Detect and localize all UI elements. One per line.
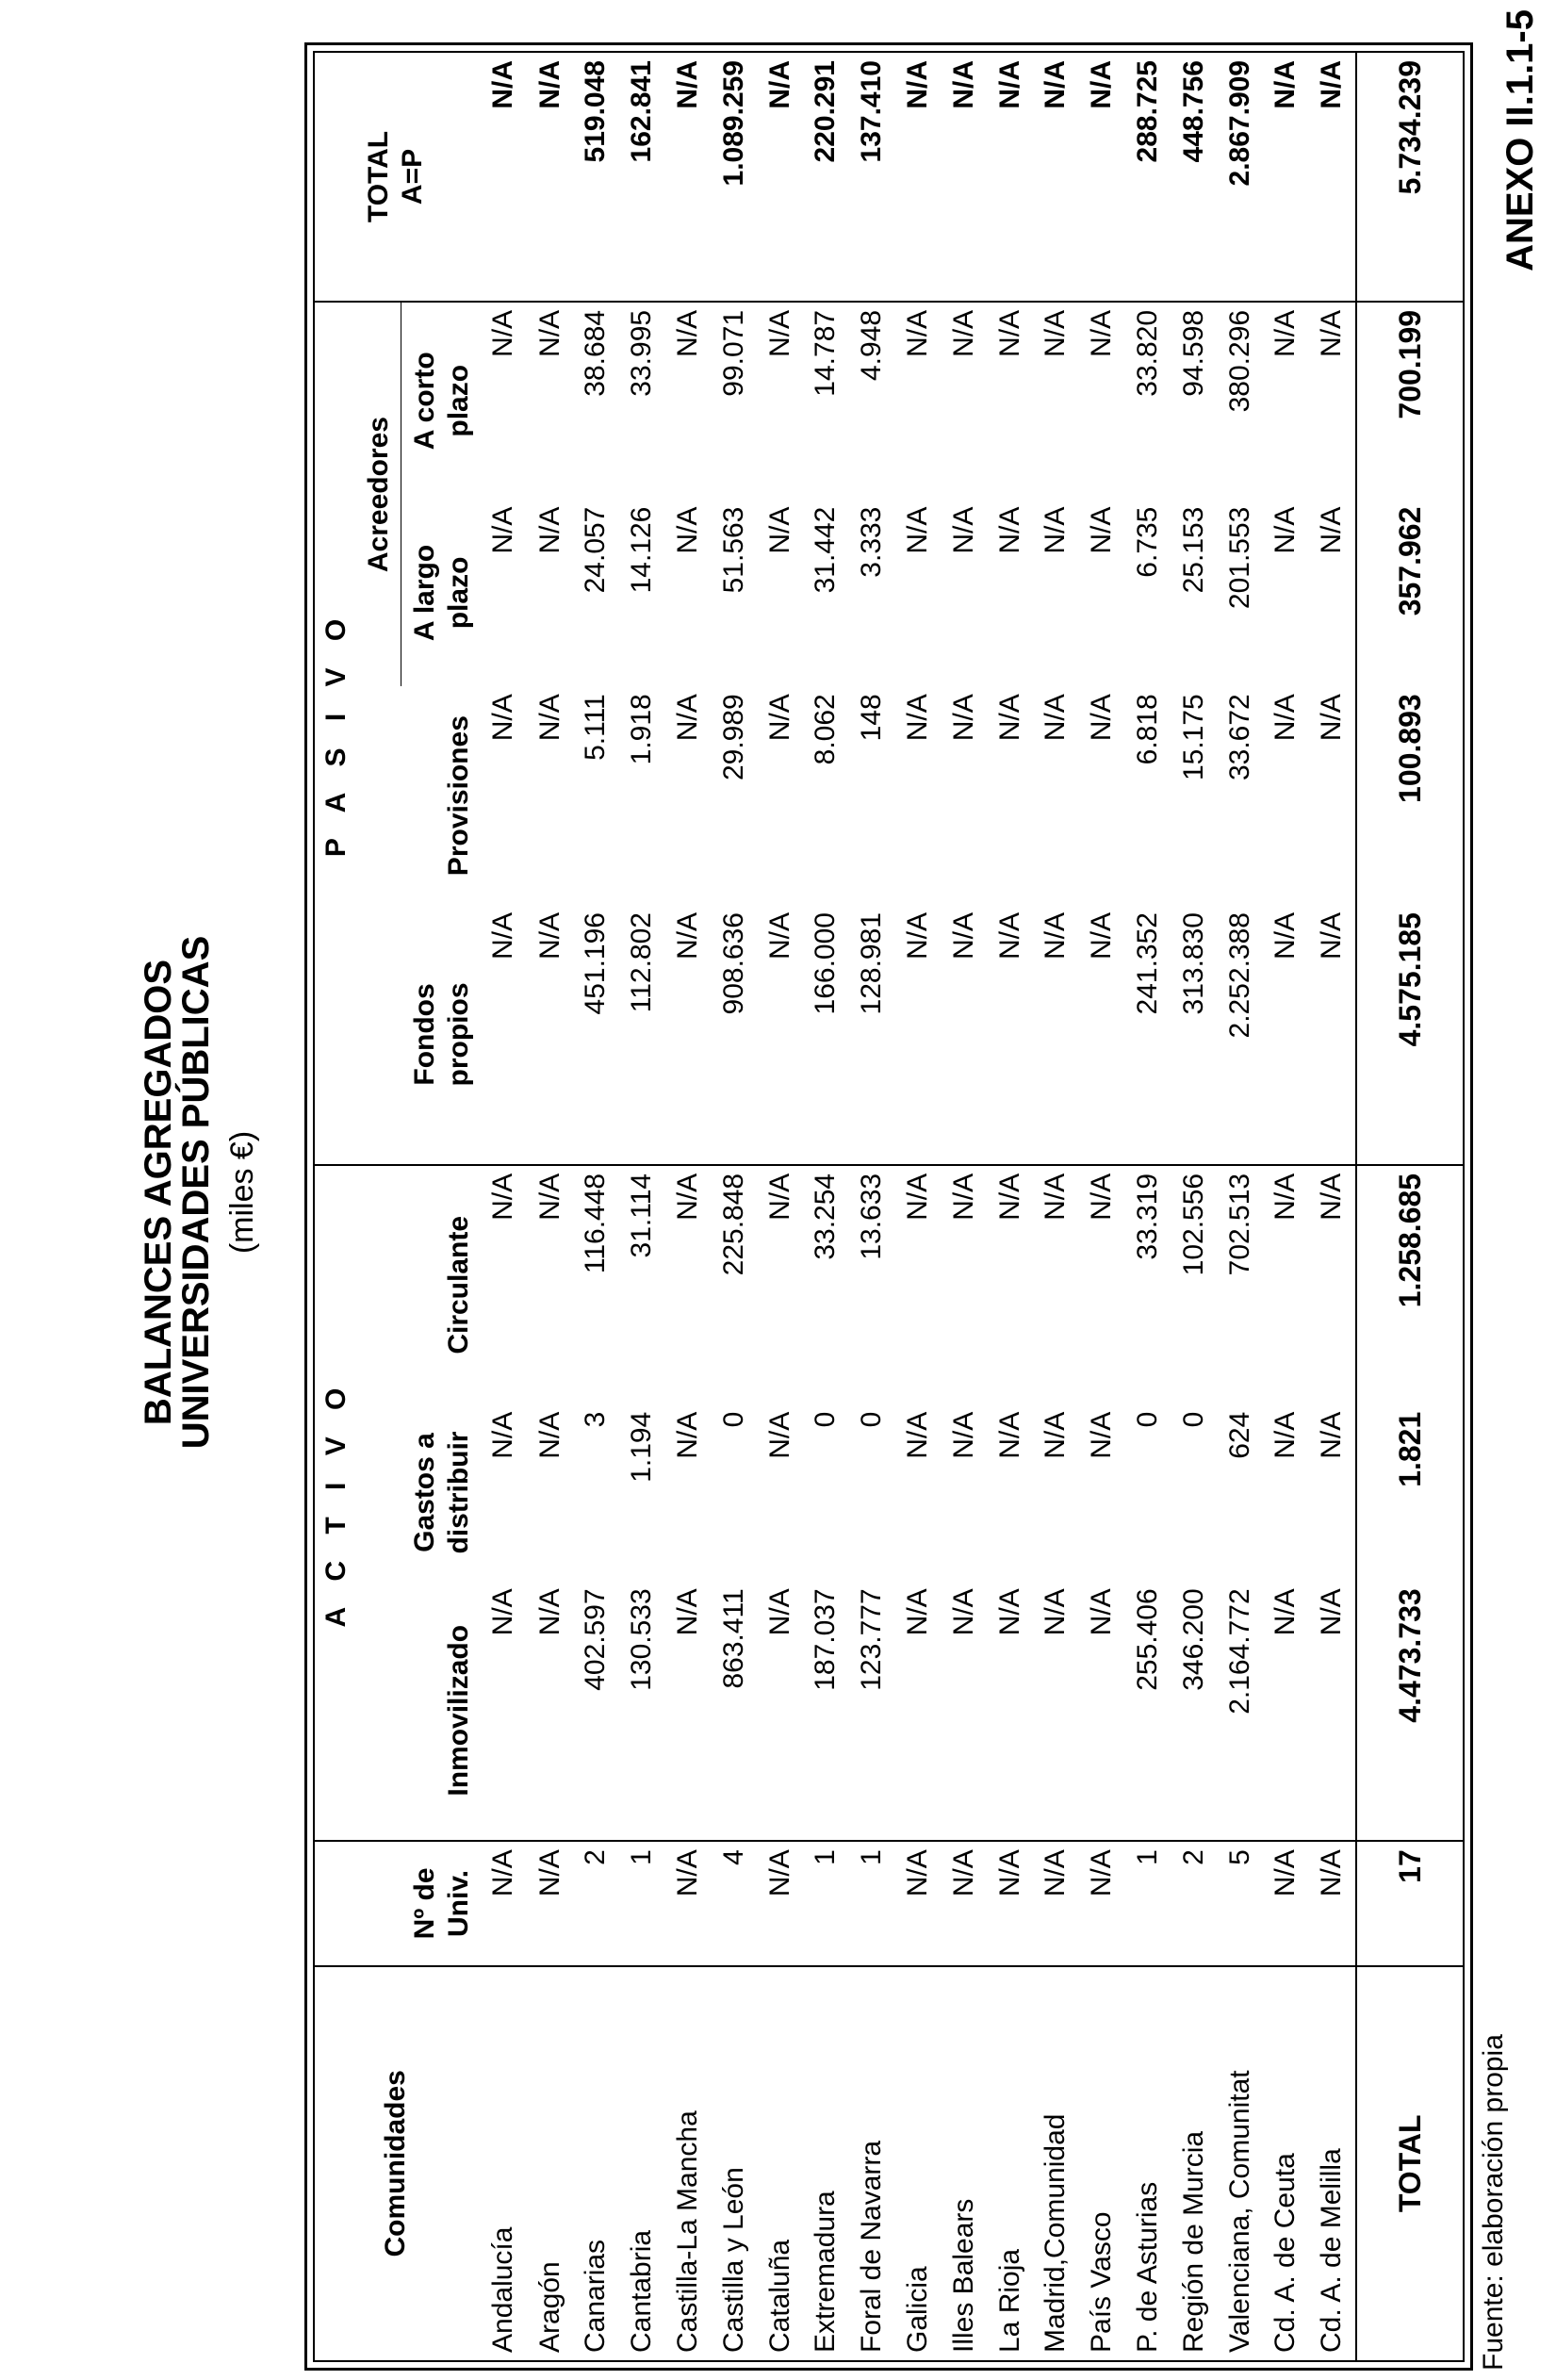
table-cell: 624 (1223, 1411, 1255, 1459)
table-cell: N/A (947, 694, 979, 742)
table-cell: N/A (527, 1581, 573, 1841)
table-cell: 2.164.772 (1217, 1581, 1263, 1841)
table-cell: 99.071 (717, 309, 749, 397)
header-total-line-2: A=P (396, 148, 428, 205)
table-cell: N/A (763, 506, 795, 554)
balance-table (313, 51, 1465, 2362)
table-cell: 0 (1177, 1411, 1209, 1428)
table-row (849, 52, 895, 2361)
table-cell: 2 (573, 1841, 619, 1965)
table-cell: N/A (1086, 694, 1118, 742)
table-cell: N/A (487, 1173, 519, 1221)
table-cell: N/A (895, 905, 942, 1165)
row-comunidad: Aragón (533, 2261, 565, 2353)
row-comunidad: Cd. A. de Ceuta (1269, 2153, 1302, 2353)
table-cell: 346.200 (1171, 1581, 1217, 1841)
table-cell: N/A (895, 1581, 942, 1841)
table-cell: 908.636 (711, 905, 757, 1165)
table-cell: N/A (1269, 1173, 1302, 1221)
table-cell: 123.777 (849, 1581, 895, 1841)
header-total-line-1: TOTAL (362, 130, 394, 223)
table-cell: 357.962 (1356, 500, 1464, 687)
table-cell: N/A (941, 1581, 987, 1841)
table-cell: N/A (993, 1173, 1025, 1221)
table-body (476, 52, 1464, 2361)
table-cell: 128.981 (849, 905, 895, 1165)
table-cell: N/A (993, 1411, 1025, 1459)
table-cell: 17 (1356, 1841, 1464, 1965)
table-cell: 100.893 (1356, 686, 1464, 905)
table-cell: 2.867.909 (1217, 52, 1263, 302)
table-cell: 187.037 (803, 1581, 849, 1841)
table-cell: 0 (810, 1411, 842, 1428)
table-cell: N/A (672, 309, 703, 357)
table-cell: N/A (941, 905, 987, 1165)
header-largo-line-1: A largo (409, 544, 440, 642)
table-cell: N/A (1316, 1173, 1348, 1221)
table-cell: N/A (1269, 1411, 1302, 1459)
table-cell: N/A (763, 1173, 795, 1221)
table-cell: N/A (665, 905, 712, 1165)
row-comunidad: Castilla-La Mancha (672, 2110, 703, 2353)
table-cell: 31.442 (810, 506, 842, 594)
table-cell: 112.802 (619, 905, 665, 1165)
table-cell: N/A (487, 1411, 519, 1459)
table-cell: 1 (849, 1841, 895, 1965)
table-cell: N/A (1040, 694, 1072, 742)
table-cell: N/A (1033, 1581, 1079, 1841)
table-cell: 1.821 (1356, 1404, 1464, 1582)
row-comunidad: País Vasco (1086, 2211, 1118, 2353)
table-cell: 33.820 (1131, 309, 1163, 397)
row-comunidad: Extremadura (810, 2191, 842, 2353)
table-cell: N/A (941, 52, 987, 302)
table-row (527, 52, 573, 2361)
table-row (1309, 52, 1356, 2361)
table-cell: N/A (1309, 905, 1356, 1165)
table-cell: N/A (672, 506, 703, 554)
table-cell: 15.175 (1177, 694, 1209, 781)
table-cell: 380.296 (1223, 309, 1255, 413)
table-cell: N/A (1040, 1173, 1072, 1221)
table-cell: 1.194 (626, 1411, 658, 1483)
table-cell: N/A (1309, 52, 1356, 302)
table-cell: N/A (993, 506, 1025, 554)
table-cell: 1 (1125, 1841, 1171, 1965)
table-cell: 6.735 (1131, 506, 1163, 578)
header-gastos-line-1: Gastos a (409, 1433, 440, 1552)
table-row (1125, 52, 1171, 2361)
table-cell: 0 (1131, 1411, 1163, 1428)
table-cell: 1 (619, 1841, 665, 1965)
table-cell: 137.410 (849, 52, 895, 302)
header-num-univ-line-1: Nº de (409, 1867, 440, 1940)
row-comunidad: Valenciana, Comunitat (1223, 2070, 1255, 2353)
table-cell: N/A (1086, 1173, 1118, 1221)
header-num-univ (314, 1841, 476, 1965)
header-corto-line-2: plazo (443, 364, 474, 437)
table-cell: 1.918 (626, 694, 658, 765)
table-cell: 94.598 (1177, 309, 1209, 397)
table-cell: 6.818 (1131, 694, 1163, 765)
table-cell: 38.684 (580, 309, 612, 397)
table-cell: N/A (763, 309, 795, 357)
header-fondos-line-1: Fondos (409, 983, 440, 1086)
table-cell: 33.672 (1223, 694, 1255, 781)
row-comunidad: Cataluña (763, 2239, 795, 2353)
table-row (1033, 52, 1079, 2361)
table-row (573, 52, 619, 2361)
header-fondos (357, 905, 476, 1165)
page-title (139, 14, 215, 2371)
header-provisiones: Provisiones (443, 715, 474, 877)
table-cell: N/A (1033, 52, 1079, 302)
table-cell: N/A (947, 506, 979, 554)
row-comunidad: Foral de Navarra (856, 2140, 888, 2353)
table-cell: N/A (901, 506, 933, 554)
header-num-univ-line-2: Univ. (443, 1869, 474, 1937)
header-largo-line-2: plazo (443, 556, 474, 630)
table-cell: 25.153 (1177, 506, 1209, 594)
table-cell: 451.196 (573, 905, 619, 1165)
table-cell: 162.841 (619, 52, 665, 302)
table-cell: N/A (1269, 694, 1302, 742)
table-cell: 166.000 (803, 905, 849, 1165)
table-cell: 3.333 (856, 506, 888, 578)
table-cell: N/A (1269, 506, 1302, 554)
table-row (476, 52, 527, 2361)
table-cell: N/A (533, 1411, 565, 1459)
total-row (1356, 52, 1464, 2361)
header-circulante: Circulante (443, 1215, 474, 1354)
table-cell: 31.114 (626, 1173, 658, 1258)
header-fondos-line-2: propios (443, 982, 474, 1087)
units-label: (miles €) (224, 1130, 260, 1255)
table-cell: 51.563 (717, 506, 749, 594)
table-cell: N/A (1309, 1841, 1356, 1965)
table-row (895, 52, 942, 2361)
table-cell: 0 (717, 1411, 749, 1428)
table-cell: N/A (527, 1841, 573, 1965)
row-comunidad: Galicia (901, 2266, 933, 2353)
table-cell: N/A (1309, 1581, 1356, 1841)
source-note: Fuente: elaboración propia (1478, 2034, 1509, 2371)
table-cell: 2 (1171, 1841, 1217, 1965)
table-cell: N/A (476, 52, 527, 302)
title-line-1: BALANCES AGREGADOS (138, 959, 179, 1426)
table-cell: N/A (1086, 1411, 1118, 1459)
header-total (314, 52, 476, 302)
table-cell: N/A (1316, 506, 1348, 554)
table-cell: N/A (1316, 309, 1348, 357)
header-corto-line-1: A corto (409, 352, 440, 451)
table-cell: 448.756 (1171, 52, 1217, 302)
table-cell: 14.126 (626, 506, 658, 594)
table-cell: 33.995 (626, 309, 658, 397)
table-cell: N/A (672, 1173, 703, 1221)
row-comunidad: Cd. A. de Melilla (1316, 2148, 1348, 2353)
table-cell: N/A (763, 1411, 795, 1459)
table-cell: 1.258.685 (1356, 1165, 1464, 1404)
table-cell: N/A (1316, 694, 1348, 742)
table-cell: N/A (895, 52, 942, 302)
table-cell: N/A (1033, 1841, 1079, 1965)
table-cell: N/A (487, 506, 519, 554)
table-cell: 4.473.733 (1356, 1581, 1464, 1841)
table-cell: 4.948 (856, 309, 888, 381)
table-cell: N/A (1079, 905, 1125, 1165)
table-cell: N/A (987, 905, 1033, 1165)
table-cell: N/A (987, 1841, 1033, 1965)
table-cell: N/A (1086, 506, 1118, 554)
table-cell: 130.533 (619, 1581, 665, 1841)
rotated-page-content (121, 14, 1515, 2371)
table-cell: 29.989 (717, 694, 749, 781)
header-gastos (357, 1404, 476, 1582)
table-row (1079, 52, 1125, 2361)
table-cell: 5 (1217, 1841, 1263, 1965)
table-cell: N/A (1079, 1841, 1125, 1965)
table-cell: 102.556 (1177, 1173, 1209, 1276)
table-cell: N/A (476, 905, 527, 1165)
table-cell: N/A (757, 905, 803, 1165)
row-comunidad: Cantabria (626, 2229, 658, 2353)
table-cell: N/A (901, 309, 933, 357)
table-row (1171, 52, 1217, 2361)
table-frame (304, 42, 1473, 2371)
table-cell: N/A (987, 1581, 1033, 1841)
table-cell: N/A (947, 309, 979, 357)
table-row (619, 52, 665, 2361)
table-cell: 702.513 (1223, 1173, 1255, 1276)
header-comunidades: Comunidades (379, 2070, 411, 2257)
table-cell: 201.553 (1223, 506, 1255, 610)
table-cell: 519.048 (573, 52, 619, 302)
table-cell: N/A (993, 309, 1025, 357)
table-cell: N/A (947, 1411, 979, 1459)
table-cell: N/A (1263, 52, 1309, 302)
table-cell: N/A (941, 1841, 987, 1965)
table-cell: N/A (1263, 1841, 1309, 1965)
table-cell: 1 (803, 1841, 849, 1965)
table-cell: N/A (1263, 905, 1309, 1165)
row-comunidad: La Rioja (993, 2248, 1025, 2353)
table-row (665, 52, 712, 2361)
table-cell: N/A (476, 1581, 527, 1841)
group-acreedores: Acreedores (357, 302, 401, 686)
table-cell: 863.411 (711, 1581, 757, 1841)
table-cell: N/A (1079, 52, 1125, 302)
table-cell: N/A (1086, 309, 1118, 357)
table-cell: N/A (1263, 1581, 1309, 1841)
table-cell: N/A (533, 506, 565, 554)
table-cell: N/A (993, 694, 1025, 742)
table-cell: N/A (757, 1841, 803, 1965)
table-cell: N/A (476, 1841, 527, 1965)
group-pasivo: P A S I V O (314, 302, 357, 1165)
table-cell: 220.291 (803, 52, 849, 302)
table-cell: 24.057 (580, 506, 612, 594)
table-cell: 4.575.185 (1356, 905, 1464, 1165)
table-cell: 5.734.239 (1356, 52, 1464, 302)
table-cell: N/A (1316, 1411, 1348, 1459)
total-label: TOTAL (1356, 1966, 1464, 2361)
table-cell: N/A (487, 309, 519, 357)
table-cell: 116.448 (580, 1173, 612, 1274)
header-corto-plazo (401, 302, 476, 500)
table-row (987, 52, 1033, 2361)
table-row (757, 52, 803, 2361)
table-cell: 255.406 (1125, 1581, 1171, 1841)
table-cell: 5.111 (580, 694, 612, 761)
table-row (1217, 52, 1263, 2361)
table-cell: N/A (757, 52, 803, 302)
table-cell: N/A (533, 694, 565, 742)
table-cell: 0 (856, 1411, 888, 1428)
table-cell: N/A (901, 1411, 933, 1459)
table-cell: 1.089.259 (711, 52, 757, 302)
table-cell: 8.062 (810, 694, 842, 765)
table-cell: N/A (672, 1411, 703, 1459)
table-cell: N/A (901, 1173, 933, 1221)
table-cell: N/A (533, 1173, 565, 1221)
table-cell: 13.633 (856, 1173, 888, 1260)
table-cell: N/A (763, 694, 795, 742)
row-comunidad: Illes Balears (947, 2198, 979, 2353)
title-line-2: UNIVERSIDADES PÚBLICAS (175, 935, 217, 1450)
table-cell: N/A (665, 1841, 712, 1965)
table-cell: N/A (757, 1581, 803, 1841)
table-cell: N/A (987, 52, 1033, 302)
table-cell: 14.787 (810, 309, 842, 397)
table-cell: 241.352 (1125, 905, 1171, 1165)
table-cell: 33.319 (1131, 1173, 1163, 1260)
table-cell: N/A (947, 1173, 979, 1221)
header-inmovilizado: Inmovilizado (357, 1581, 476, 1841)
table-cell: 313.830 (1171, 905, 1217, 1165)
table-cell: 3 (580, 1411, 612, 1428)
table-row (803, 52, 849, 2361)
table-cell: N/A (672, 694, 703, 742)
table-cell: N/A (487, 694, 519, 742)
table-cell: N/A (1269, 309, 1302, 357)
table-cell: N/A (1033, 905, 1079, 1165)
table-cell: 2.252.388 (1217, 905, 1263, 1165)
table-cell: N/A (901, 694, 933, 742)
table-cell: N/A (895, 1841, 942, 1965)
table-cell: N/A (665, 1581, 712, 1841)
table-cell: N/A (1040, 506, 1072, 554)
table-cell: N/A (1040, 309, 1072, 357)
row-comunidad: Madrid,Comunidad (1040, 2113, 1072, 2353)
table-cell: 148 (856, 694, 888, 742)
table-cell: 33.254 (810, 1173, 842, 1260)
row-comunidad: Región de Murcia (1177, 2130, 1209, 2353)
table-cell: 288.725 (1125, 52, 1171, 302)
table-row (711, 52, 757, 2361)
header-gastos-line-2: distribuir (443, 1431, 474, 1554)
row-comunidad: Andalucía (487, 2226, 519, 2353)
table-cell: N/A (533, 309, 565, 357)
table-cell: 225.848 (717, 1173, 749, 1276)
group-activo: A C T I V O (314, 1165, 357, 1841)
table-cell: 402.597 (573, 1581, 619, 1841)
header-largo-plazo (401, 500, 476, 687)
row-comunidad: P. de Asturias (1131, 2181, 1163, 2353)
table-cell: N/A (1079, 1581, 1125, 1841)
table-cell: N/A (527, 905, 573, 1165)
table-cell: 4 (711, 1841, 757, 1965)
table-cell: N/A (527, 52, 573, 302)
annex-label: ANEXO II.1.1-5 (1499, 9, 1541, 271)
row-comunidad: Canarias (580, 2239, 612, 2353)
row-comunidad: Castilla y León (717, 2167, 749, 2353)
table-cell: N/A (1040, 1411, 1072, 1459)
table-row (1263, 52, 1309, 2361)
table-row (941, 52, 987, 2361)
table-cell: 700.199 (1356, 302, 1464, 500)
table-cell: N/A (665, 52, 712, 302)
